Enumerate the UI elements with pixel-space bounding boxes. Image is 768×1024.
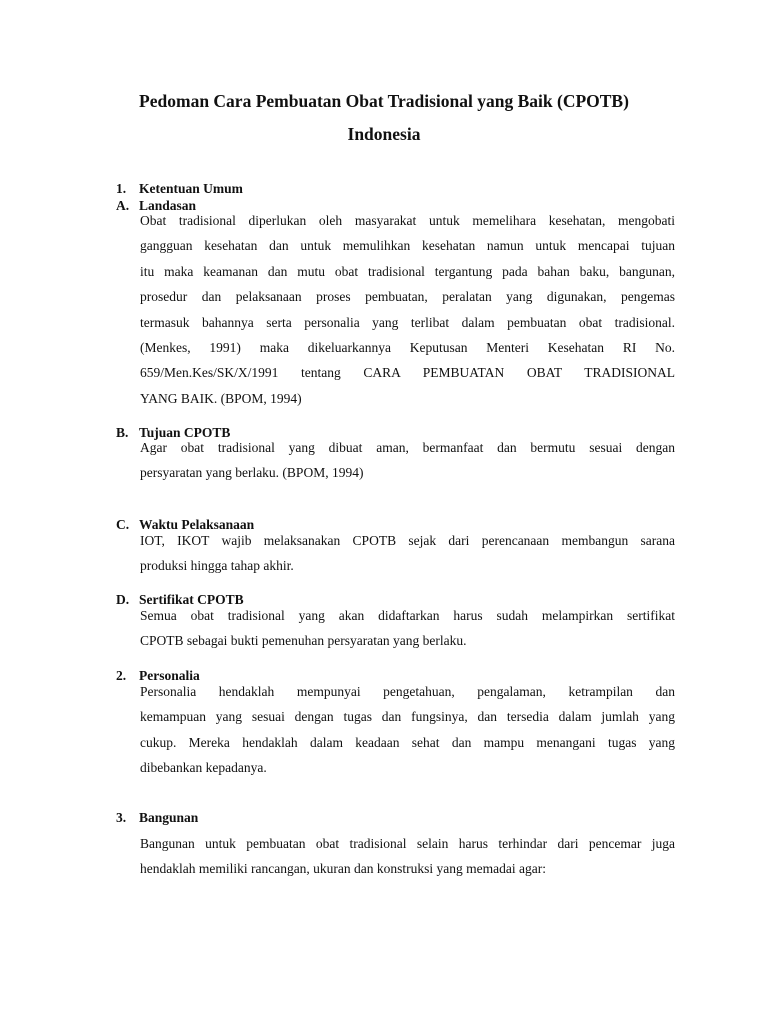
paragraph-line: Personalia hendaklah mempunyai pengetahuan, pengalaman, ketrampilan dan	[140, 684, 675, 699]
section-2-marker: 2.	[116, 668, 127, 683]
paragraph-line: persyaratan yang berlaku. (BPOM, 1994)	[140, 465, 364, 481]
section-b-title: Tujuan CPOTB	[139, 425, 231, 440]
paragraph-line: YANG BAIK. (BPOM, 1994)	[140, 390, 302, 406]
section-2-title: Personalia	[139, 668, 200, 683]
paragraph-line: produksi hingga tahap akhir.	[140, 558, 294, 574]
paragraph-line: hendaklah memiliki rancangan, ukuran dan konstruksi yang memadai agar:	[140, 861, 546, 877]
section-d-marker: D.	[116, 592, 130, 607]
paragraph-line: gangguan kesehatan dan untuk memulihkan kesehatan namun untuk mencapai tujuan	[140, 238, 675, 254]
document-title: Pedoman Cara Pembuatan Obat Tradisional yang Baik (CPOTB)	[139, 91, 629, 111]
paragraph-line: IOT, IKOT wajib melaksanakan CPOTB sejak dari perencanaan membangun sarana	[140, 533, 675, 548]
section-3-paragraph	[140, 831, 675, 882]
paragraph-line: CPOTB sebagai bukti pemenuhan persyaratan yang berlaku.	[140, 633, 467, 649]
paragraph-line: 659/Men.Kes/SK/X/1991 tentang CARA PEMBUATAN OBAT TRADISIONAL	[140, 365, 675, 381]
paragraph-line: Semua obat tradisional yang akan didaftarkan harus sudah melampirkan sertifikat	[140, 608, 675, 623]
section-d-paragraph	[140, 603, 675, 654]
paragraph-line: kemampuan yang sesuai dengan tugas dan fungsinya, dan tersedia dalam jumlah yang	[140, 709, 675, 725]
section-b-marker: B.	[116, 425, 129, 440]
document-title-line2: Indonesia	[347, 124, 421, 144]
section-1-marker: 1.	[116, 181, 127, 196]
paragraph-line: prosedur dan pelaksanaan proses pembuatan, peralatan yang digunakan, pengemas	[140, 289, 675, 305]
section-c-paragraph	[140, 528, 675, 579]
paragraph-line: termasuk bahannya serta personalia yang terlibat dalam pembuatan obat tradisional.	[140, 314, 675, 330]
section-a-title: Landasan	[139, 198, 197, 213]
paragraph-line: Bangunan untuk pembuatan obat tradisional selain harus terhindar dari pencemar juga	[140, 836, 675, 851]
paragraph-line: Obat tradisional diperlukan oleh masyarakat untuk memelihara kesehatan, mengobati	[140, 213, 675, 228]
paragraph-line: dibebankan kepadanya.	[140, 760, 267, 776]
section-3-title: Bangunan	[139, 810, 199, 825]
paragraph-line: cukup. Mereka hendaklah dalam keadaan sehat dan mampu menangani tugas yang	[140, 734, 675, 750]
paragraph-line: (Menkes, 1991) maka dikeluarkannya Keputusan Menteri Kesehatan RI No.	[140, 339, 675, 355]
section-c-marker: C.	[116, 517, 130, 532]
section-2-paragraph	[140, 679, 675, 781]
section-3-marker: 3.	[116, 810, 127, 825]
paragraph-line: Agar obat tradisional yang dibuat aman, bermanfaat dan bermutu sesuai dengan	[140, 440, 675, 455]
section-c-title: Waktu Pelaksanaan	[139, 517, 255, 532]
section-d-title: Sertifikat CPOTB	[139, 592, 244, 607]
section-a-paragraph	[140, 208, 675, 411]
section-1-title: Ketentuan Umum	[139, 181, 243, 196]
section-a-marker: A.	[116, 198, 130, 213]
paragraph-line: itu maka keamanan dan mutu obat tradisional tergantung pada bahan baku, bangunan,	[140, 263, 675, 279]
section-b-paragraph	[140, 435, 675, 486]
